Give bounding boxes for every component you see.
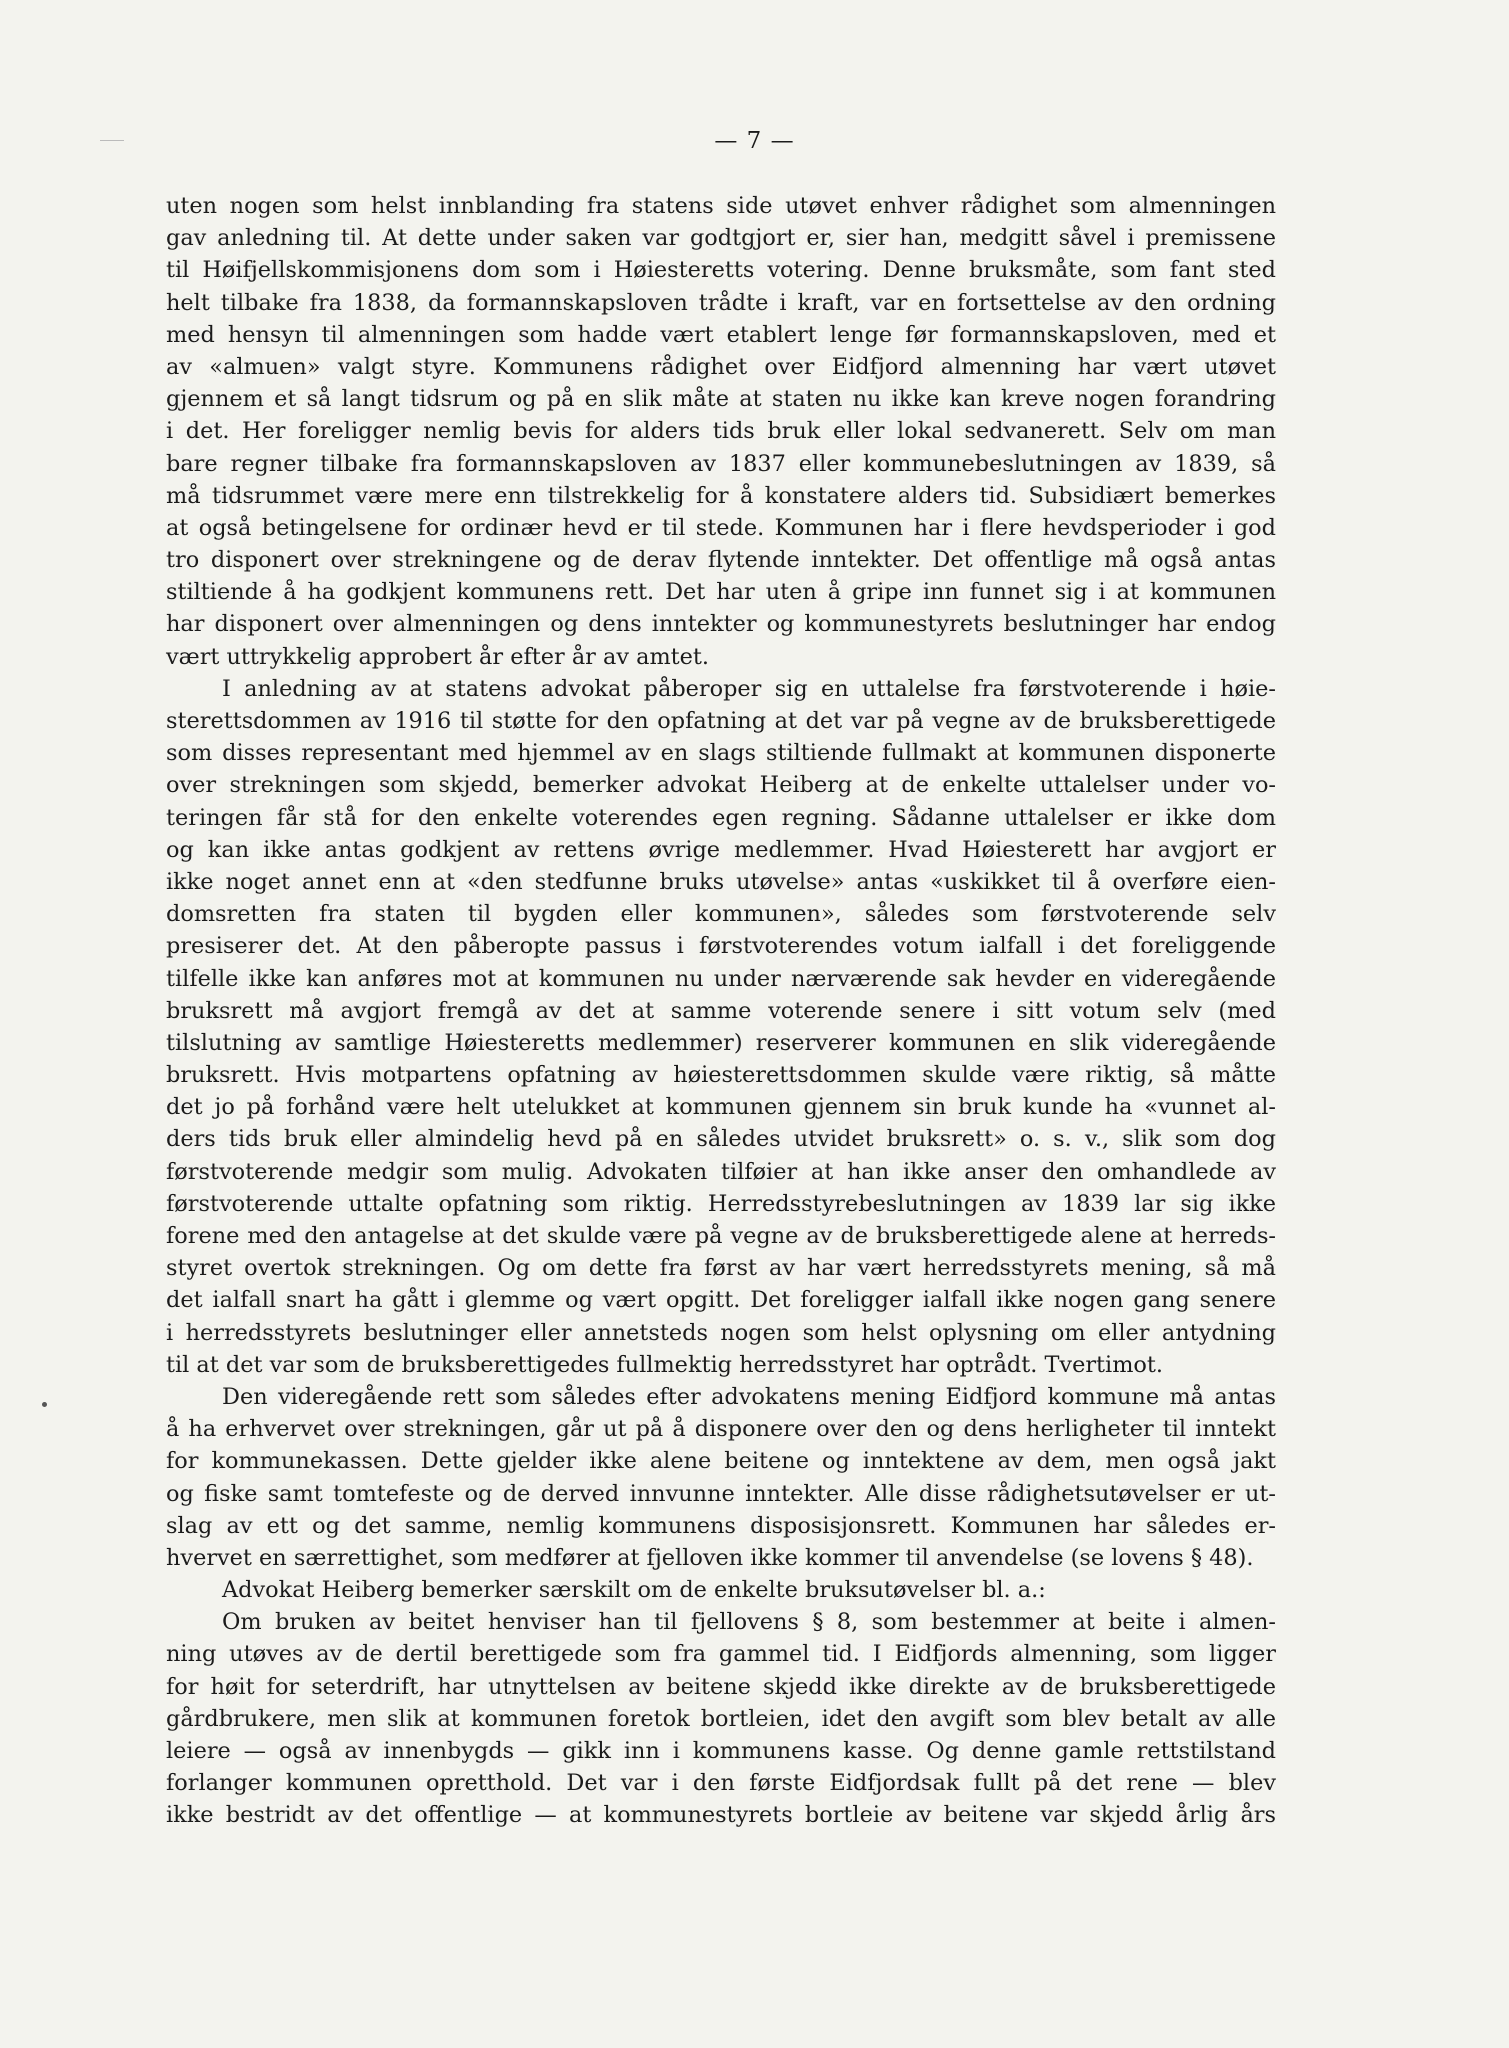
text-line: til Høifjellskommisjonens dom som i Høiesteretts votering. Denne bruksmåte, som fant sted [166, 257, 1276, 284]
text-line: førstvoterende uttalte opfatning som riktig. Herredsstyrebeslutningen av 1839 lar sig ikke [166, 1190, 1276, 1217]
text-line: for kommunekassen. Dette gjelder ikke alene beitene og inntektene av dem, men også jakt [166, 1448, 1276, 1475]
text-line: ders tids bruk eller almindelig hevd på en således utvidet bruksrett» o. s. v., slik som dog [166, 1126, 1276, 1153]
body-text [166, 190, 1276, 1832]
text-line: Advokat Heiberg bemerker særskilt om de enkelte bruksutøvelser bl. a.: [222, 1577, 1046, 1604]
text-line: i herredsstyrets beslutninger eller annetsteds nogen som helst oplysning om eller antydning [166, 1319, 1276, 1346]
text-line: gjennem et så langt tidsrum og på en slik måte at staten nu ikke kan kreve nogen forandring [166, 386, 1276, 413]
paragraph [166, 1381, 1276, 1574]
paragraph [166, 190, 1276, 673]
text-line: bare regner tilbake fra formannskapsloven av 1837 eller kommunebeslutningen av 1839, så [166, 450, 1276, 477]
text-line: som disses representant med hjemmel av en slags stiltiende fullmakt at kommunen disponerte [166, 740, 1276, 767]
text-line: at også betingelsene for ordinær hevd er til stede. Kommunen har i flere hevdsperioder i god [166, 514, 1276, 541]
text-line: med hensyn til almenningen som hadde vært etablert lenge før formannskapsloven, med et [166, 321, 1276, 348]
text-line: styret overtok strekningen. Og om dette fra først av har vært herredsstyrets mening, så må [166, 1255, 1276, 1282]
text-line: for høit for seterdrift, har utnyttelsen av beitene skjedd ikke direkte av de bruksberettigede [166, 1673, 1276, 1700]
text-line: må tidsrummet være mere enn tilstrekkelig for å konstatere alders tid. Subsidiært bemerkes [166, 482, 1276, 509]
text-line: hvervet en særrettighet, som medfører at fjelloven ikke kommer til anvendelse (se lovens § 48). [166, 1544, 1254, 1571]
text-line: gårdbrukere, men slik at kommunen foretok bortleien, idet den avgift som blev betalt av alle [166, 1705, 1276, 1732]
text-line: sterettsdommen av 1916 til støtte for den opfatning at det var på vegne av de bruksberettigede [166, 708, 1276, 734]
text-line: til at det var som de bruksberettigedes fullmektig herredsstyret har optrådt. Tvertimot. [166, 1351, 1164, 1378]
text-line: forene med den antagelse at det skulde være på vegne av de bruksberettigede alene at herreds- [166, 1223, 1276, 1249]
text-line: ikke bestridt av det offentlige — at kommunestyrets bortleie av beitene var skjedd årlig års [166, 1802, 1276, 1829]
text-line: i det. Her foreligger nemlig bevis for alders tids bruk eller lokal sedvanerett. Selv om man [166, 418, 1276, 445]
text-line: slag av ett og det samme, nemlig kommunens disposisjonsrett. Kommunen har således er- [166, 1512, 1276, 1539]
text-line: Om bruken av beitet henviser han til fjellovens § 8, som bestemmer at beite i almen- [222, 1609, 1276, 1636]
text-line: gav anledning til. At dette under saken var godtgjort er, sier han, medgitt såvel i premissene [166, 225, 1276, 252]
text-line: ikke noget annet enn at «den stedfunne bruks utøvelse» antas «uskikket til å overføre eien- [166, 868, 1276, 895]
page-number: — 7 — [714, 128, 795, 154]
text-line: over strekningen som skjedd, bemerker advokat Heiberg at de enkelte uttalelser under vo- [166, 772, 1276, 799]
margin-dot [42, 1402, 47, 1407]
text-line: leiere — også av innenbygds — gikk inn i kommunens kasse. Og denne gamle rettstilstand [166, 1738, 1276, 1764]
text-line: domsretten fra staten til bygden eller kommunen», således som førstvoterende selv [166, 901, 1276, 928]
text-line: og fiske samt tomtefeste og de derved innvunne inntekter. Alle disse rådighetsutøvelser er ut- [166, 1480, 1276, 1507]
text-line: bruksrett. Hvis motpartens opfatning av høiesterettsdommen skulde være riktig, så måtte [166, 1062, 1276, 1089]
text-line: tilfelle ikke kan anføres mot at kommunen nu under nærværende sak hevder en videregående [166, 965, 1276, 992]
text-line: stiltiende å ha godkjent kommunens rett. Det har uten å gripe inn funnet sig i at kommunen [166, 579, 1276, 606]
paragraph [166, 673, 1276, 1381]
text-line: presiserer det. At den påberopte passus i førstvoterendes votum ialfall i det foreliggende [166, 933, 1276, 960]
text-line: har disponert over almenningen og dens inntekter og kommunestyrets beslutninger har endog [166, 611, 1276, 638]
text-line: og kan ikke antas godkjent av rettens øvrige medlemmer. Hvad Høiesterett har avgjort er [166, 836, 1276, 863]
text-line: det jo på forhånd være helt utelukket at kommunen gjennem sin bruk kunde ha «vunnet al- [166, 1094, 1276, 1121]
text-line: det ialfall snart ha gått i glemme og vært opgitt. Det foreligger ialfall ikke nogen gang senere [166, 1287, 1276, 1314]
text-line: av «almuen» valgt styre. Kommunens rådighet over Eidfjord almenning har vært utøvet [166, 353, 1276, 380]
text-line: teringen får stå for den enkelte voterendes egen regning. Sådanne uttalelser er ikke dom [166, 804, 1276, 831]
paragraph [166, 1606, 1276, 1831]
text-line: ning utøves av de dertil berettigede som fra gammel tid. I Eidfjords almenning, som ligger [166, 1641, 1276, 1668]
text-line: uten nogen som helst innblanding fra statens side utøvet enhver rådighet som almenningen [166, 193, 1276, 219]
text-line: I anledning av at statens advokat påberoper sig en uttalelse fra førstvoterende i høie- [222, 675, 1276, 702]
text-line: bruksrett må avgjort fremgå av det at samme voterende senere i sitt votum selv (med [166, 997, 1276, 1024]
text-line: helt tilbake fra 1838, da formannskapsloven trådte i kraft, var en fortsettelse av den ordning [166, 289, 1276, 316]
paragraph [166, 1574, 1276, 1606]
text-line: førstvoterende medgir som mulig. Advokaten tilføier at han ikke anser den omhandlede av [166, 1158, 1276, 1185]
text-line: å ha erhvervet over strekningen, går ut på å disponere over den og dens herligheter til inntekt [166, 1416, 1276, 1443]
text-line: tro disponert over strekningene og de derav flytende inntekter. Det offentlige må også antas [166, 547, 1276, 574]
text-line: Den videregående rett som således efter advokatens mening Eidfjord kommune må antas [222, 1383, 1276, 1410]
text-line: tilslutning av samtlige Høiesteretts medlemmer) reserverer kommunen en slik videregående [166, 1029, 1276, 1056]
text-line: forlanger kommunen opretthold. Det var i den første Eidfjordsak fullt på det rene — blev [166, 1770, 1276, 1797]
text-line: vært uttrykkelig approbert år efter år av amtet. [166, 643, 710, 670]
